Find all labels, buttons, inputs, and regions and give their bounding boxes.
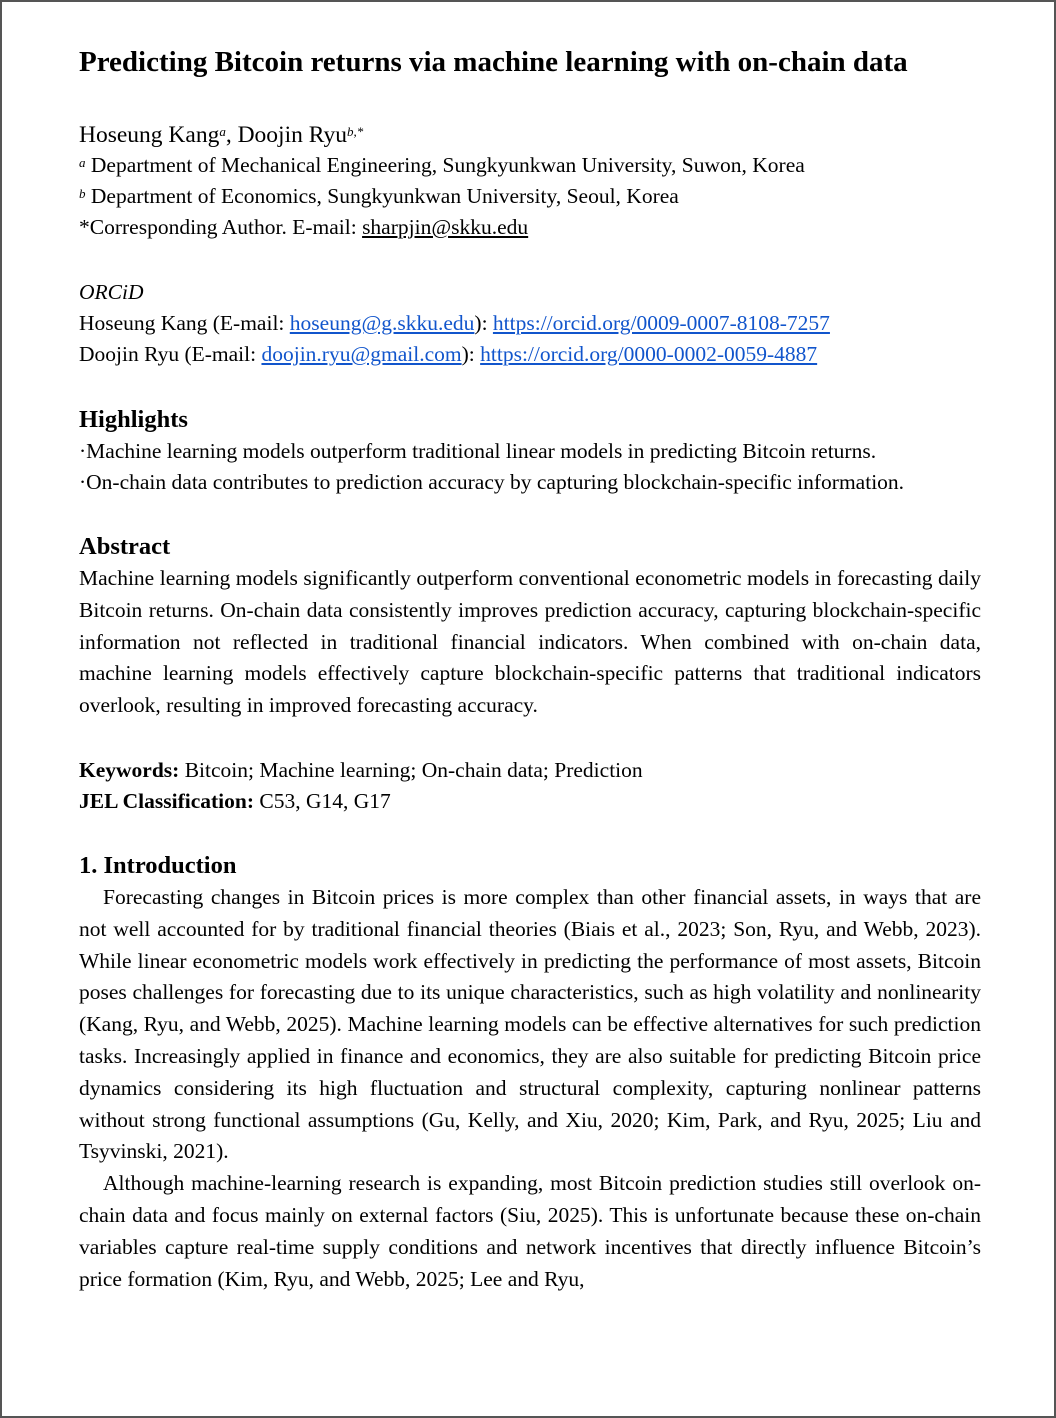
affiliation-mark: a	[219, 124, 226, 139]
abstract-heading: Abstract	[79, 533, 171, 560]
corresponding-author	[79, 212, 981, 243]
orcid-url-link[interactable]: https://orcid.org/0009-0007-8108-7257	[492, 311, 830, 335]
introduction-paragraph: Forecasting changes in Bitcoin prices is more complex than other financial assets, in ways that are not well accounted for by traditional financial theories (Biais et al., 2023; Son, Ryu, and Webb, 2023). While linear econometric models work effectively in predicting the performance of most assets, Bitcoin poses challenges for forecasting due to its unique characteristics, such as high volatility and nonlinearity (Kang, Ryu, and Webb, 2025). Machine learning models can be effective alternatives for such prediction tasks. Increasingly applied in finance and economics, they are also suitable for predicting Bitcoin price dynamics considering its high fluctuation and structural complexity, capturing nonlinear patterns without strong functional assumptions (Gu, Kelly, and Xiu, 2020; Kim, Park, and Ryu, 2025; Liu and Tsyvinski, 2021).	[79, 884, 981, 1164]
page-content	[79, 42, 981, 1295]
introduction-heading: 1. Introduction	[79, 851, 237, 879]
highlight-item: ·On-chain data contributes to prediction accuracy by capturing blockchain-specific information.	[79, 470, 905, 494]
affiliation-a	[79, 150, 981, 181]
keywords-text: Bitcoin; Machine learning; On-chain data; Prediction	[179, 757, 643, 782]
introduction-paragraph: Although machine-learning research is expanding, most Bitcoin prediction studies still overlook on-chain data and focus mainly on external factors (Siu, 2025). This is unfortunate because these on-chain variables capture real-time supply conditions and network incentives that directly influence Bitcoin’s price formation (Kim, Ryu, and Webb, 2025; Lee and Ryu,	[79, 1171, 981, 1291]
orcid-mid: ):	[461, 342, 481, 366]
author-email-link[interactable]: doojin.ryu@gmail.com	[261, 342, 462, 366]
jel-label: JEL Classification:	[79, 788, 255, 813]
author-email-link[interactable]: hoseung@g.skku.edu	[289, 311, 475, 335]
keywords-label: Keywords:	[79, 757, 180, 782]
orcid-entry	[79, 308, 981, 339]
author-list	[79, 120, 981, 150]
affiliation-text: Department of Economics, Sungkyunkwan University, Seoul, Korea	[90, 184, 679, 208]
affiliation-b	[79, 181, 981, 212]
author-name: Hoseung Kang	[79, 122, 220, 148]
corresponding-label: *Corresponding Author. E-mail:	[79, 215, 363, 239]
orcid-url-link[interactable]: https://orcid.org/0000-0002-0059-4887	[480, 342, 818, 366]
paper-title: Predicting Bitcoin returns via machine learning with on-chain data	[79, 46, 908, 78]
affiliation-text: Department of Mechanical Engineering, Sungkyunkwan University, Suwon, Korea	[90, 153, 805, 177]
abstract-text: Machine learning models significantly outperform conventional econometric models in forecasting daily Bitcoin returns. On-chain data consistently improves prediction accuracy, capturing blockchain-specific information not reflected in traditional financial indicators. When combined with on-chain data, machine learning models effectively capture blockchain-specific patterns that traditional indicators overlook, resulting in improved forecasting accuracy.	[79, 566, 981, 718]
jel-text: C53, G14, G17	[254, 788, 391, 813]
affiliation-mark: a	[79, 155, 86, 170]
orcid-prefix: Doojin Ryu (E-mail:	[79, 342, 262, 366]
orcid-entry	[79, 339, 981, 370]
highlight-item: ·Machine learning models outperform traditional linear models in predicting Bitcoin returns.	[79, 439, 877, 463]
orcid-mid: ):	[474, 311, 493, 335]
jel-line	[79, 786, 981, 817]
affiliation-mark: b	[79, 186, 86, 201]
orcid-prefix: Hoseung Kang (E-mail:	[79, 311, 290, 335]
highlights-heading: Highlights	[79, 406, 188, 433]
orcid-heading: ORCiD	[79, 280, 144, 304]
author-name: Doojin Ryu	[237, 122, 347, 148]
keywords-line	[79, 755, 981, 786]
author-separator: ,	[225, 122, 238, 148]
affiliation-mark: b,*	[346, 124, 364, 139]
corresponding-email-link[interactable]: sharpjin@skku.edu	[362, 215, 529, 239]
